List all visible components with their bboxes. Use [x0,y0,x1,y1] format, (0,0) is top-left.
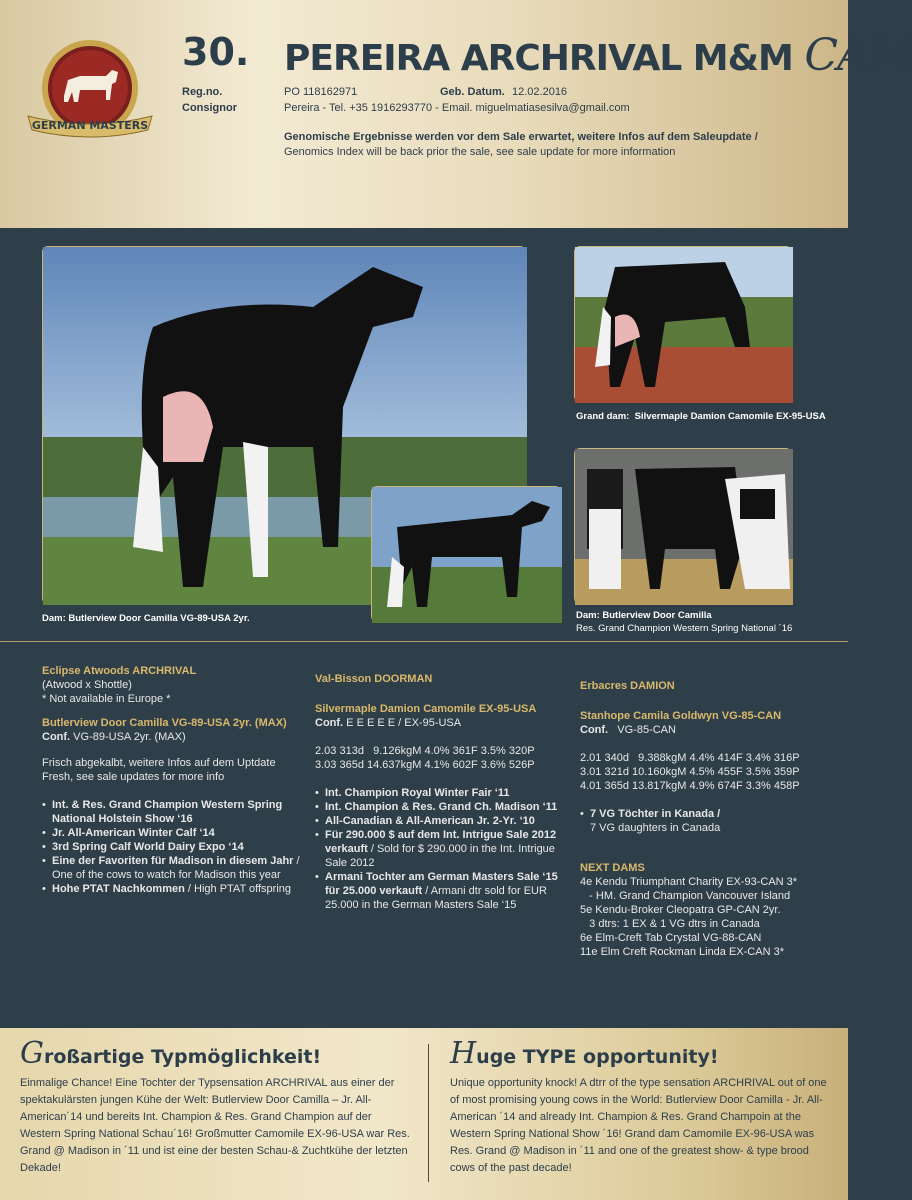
grand-sire-column: Val-Bisson DOORMAN Silvermaple Damion Camomile EX-95-USA Conf. E E E E E / EX-95-USA 2.03 313d 9.126kgM 4.0% 361F 3.5% 320P 3.03 365d 14.637kgM 4.1% 602F 3.6% 526P • Int. Champion Royal Winter Fair ‘11 • Int. Champion & Res. Grand Ch. Madison ‘11 • All-Canadian & All-American Jr. 2-Yr. ‘10 • Für 290.000 $ auf dem Int. Intrigue Sale 2012 verkauft / Sold for $ 290.000 in the Int. Intrigue Sale 2012 • Armani Tochter am German Masters Sale ‘15 für 25.000 verkauft / Armani dtr sold for EUR 25.000 in the German Masters Sale ‘15 [315,672,575,912]
list-item: • Int. Champion & Res. Grand Ch. Madison ‘11 [315,800,575,814]
birth-label: Geb. Datum. [440,86,505,98]
consignor-contact: Pereira - Tel. +35 1916293770 - Email. miguelmatiasesilva@gmail.com [284,102,630,114]
animal-name [284,30,912,81]
footer-text-en: Unique opportunity knock! A dtrr of the type sensation ARCHRIVAL out of one of most promising young cows in the World: Butlerview Door Camilla - Jr. All-American ´14 and already Int. Champion & Res. Grand Champoin at the Western Spring National Show ´16! Grand dam Camomile EX-96-USA was Res. Grand @ Madison in ´11 and one of the greatest show- & type brood cows of the past decade! [450,1077,827,1174]
next-dams-title: NEXT DAMS [580,862,645,874]
sire-dam-column: Eclipse Atwoods ARCHRIVAL (Atwood x Shottle) * Not available in Europe * Butlerview Door Camilla VG-89-USA 2yr. (MAX) Conf. VG-89-USA 2yr. (MAX) Frisch abgekalbt, weitere Infos auf dem Uptdate Fresh, see sale updates for more info • Int. & Res. Grand Champion Western Spring National Holstein Show ‘16 • Jr. All-American Winter Calf ‘14 • 3rd Spring Calf World Dairy Expo ‘14 • Eine der Favoriten für Madison in diesem Jahr / One of the cows to watch for Madison this year • Hohe PTAT Nachkommen / High PTAT offspring [42,664,304,896]
list-item: • Jr. All-American Winter Calf ‘14 [42,826,304,840]
sire-name: Eclipse Atwoods ARCHRIVAL [42,665,197,677]
list-item: • Armani Tochter am German Masters Sale ‘15 für 25.000 verkauft / Armani dtr sold for EUR 25.000 in the German Masters Sale ‘15 [315,870,575,912]
great-grand-dam-achievements [580,807,842,835]
genomics-note: Genomische Ergebnisse werden vor dem Sale erwartet, weitere Infos auf dem Saleupdate / Genomics Index will be back prior the sale, see sale update for more information [284,131,758,158]
sire-pedigree: (Atwood x Shottle) [42,679,132,691]
grand-dam-name: Silvermaple Damion Camomile EX-95-USA [315,703,537,715]
next-dam-2-note: 3 dtrs: 1 EX & 1 VG dtrs in Canada [580,918,760,930]
list-item: • Für 290.000 $ auf dem Int. Intrigue Sale 2012 verkauft / Sold for $ 290.000 in the Int. Intrigue Sale 2012 [315,828,575,870]
lot-number: 30. [182,30,250,74]
reg-label: Reg.no. [182,86,223,98]
next-dam-2: 5e Kendu-Broker Cleopatra GP-CAN 2yr. [580,904,781,916]
footer-title-de: Großartige Typmöglichkeit! [20,1036,322,1071]
reg-number: PO 118162971 [284,86,358,98]
grand-dam-photo [574,246,792,402]
next-dam-3: 6e Elm-Creft Tab Crystal VG-88-CAN [580,932,762,944]
animal-name-script: CAM [804,30,912,81]
great-grand-column: Erbacres DAMION Stanhope Camila Goldwyn VG-85-CAN Conf. VG-85-CAN 2.01 340d 9.388kgM 4.4% 414F 3.4% 316P 3.01 321d 10.160kgM 4.5% 455F 3.5% 359P 4.01 365d 13.817kgM 4.9% 674F 3.3% 458P • 7 VG Töchter in Kanada / 7 VG daughters in Canada NEXT DAMS 4e Kendu Triumphant Charity EX-93-CAN 3* - HM. Grand Champion Vancouver Island 5e Kendu-Broker Cleopatra GP-CAN 2yr. 3 dtrs: 1 EX & 1 VG dtrs in Canada 6e Elm-Creft Tab Crystal VG-88-CAN 11e Elm Creft Rockman Linda EX-CAN 3* [580,679,842,959]
footer-text-de: Einmalige Chance! Eine Tochter der Typsensation ARCHRIVAL aus einer der spektakulärsten jungen Kühe der Welt: Butlerview Door Camilla – Jr. All-American´14 und bereits Int. Champion & Res. Grand Champion auf der Western Spring National Schau´16! Großmutter Camomile EX-96-USA war Res. Grand @ Madison in ´11 und ist eine der besten Schau-& Zuchtkühe der letzten Dekade! [20,1077,410,1174]
great-grand-dam-conf: VG-85-CAN [617,724,676,736]
list-item: • Int. Champion Royal Winter Fair ‘11 [315,786,575,800]
fresh-note-de: Frisch abgekalbt, weitere Infos auf dem Uptdate [42,757,276,769]
svg-text:GERMAN MASTERS: GERMAN MASTERS [31,119,149,132]
next-dam-1-note: - HM. Grand Champion Vancouver Island [580,890,791,902]
dam-show-photo [574,448,792,604]
next-dam-4: 11e Elm Creft Rockman Linda EX-CAN 3* [580,946,784,958]
list-item: • Eine der Favoriten für Madison in diesem Jahr / One of the cows to watch for Madison this year [42,854,304,882]
sire-note: * Not available in Europe * [42,693,171,705]
animal-name-main: PEREIRA ARCHRIVAL M&M [284,38,793,79]
german-masters-logo [20,36,160,146]
consignor-label: Consignor [182,102,237,114]
list-item: • Int. & Res. Grand Champion Western Spring National Holstein Show ‘16 [42,798,304,826]
grand-dam-conf: E E E E E / EX-95-USA [346,717,462,729]
dam-name: Butlerview Door Camilla VG-89-USA 2yr. (MAX) [42,717,287,729]
grand-dam-lactation-1: 2.03 313d 9.126kgM 4.0% 361F 3.5% 320P [315,745,535,757]
dam-achievements [42,798,304,896]
list-item: • 7 VG Töchter in Kanada / 7 VG daughters in Canada [580,807,842,835]
great-grand-sire-name: Erbacres DAMION [580,680,675,692]
dam-main-caption: Dam: Butlerview Door Camilla VG-89-USA 2yr. [42,613,250,624]
list-item: • Hohe PTAT Nachkommen / High PTAT offspring [42,882,304,896]
grand-dam-caption: Grand dam: Silvermaple Damion Camomile EX-95-USA [576,411,826,422]
dam-show-caption: Dam: Butlerview Door Camilla Res. Grand Champion Western Spring National ´16 [576,610,793,634]
dam-conf: VG-89-USA 2yr. (MAX) [73,731,186,743]
grand-dam-lactation-2: 3.03 365d 14.637kgM 4.1% 602F 3.6% 526P [315,759,535,771]
great-grand-dam-lactation-1: 2.01 340d 9.388kgM 4.4% 414F 3.4% 316P [580,752,800,764]
birth-date: 12.02.2016 [512,86,568,98]
grand-sire-name: Val-Bisson DOORMAN [315,673,433,685]
fresh-note-en: Fresh, see sale updates for more info [42,771,225,783]
list-item: • All-Canadian & All-American Jr. 2-Yr. ‘10 [315,814,575,828]
section-divider [0,641,848,642]
footer-title-en: Huge TYPE opportunity! [450,1036,719,1071]
lot-header [0,0,912,228]
dam-inset-photo [371,486,561,622]
great-grand-dam-lactation-3: 4.01 365d 13.817kgM 4.9% 674F 3.3% 458P [580,780,800,792]
list-item: • 3rd Spring Calf World Dairy Expo ‘14 [42,840,304,854]
next-dam-1: 4e Kendu Triumphant Charity EX-93-CAN 3* [580,876,798,888]
grand-dam-achievements [315,786,575,912]
great-grand-dam-name: Stanhope Camila Goldwyn VG-85-CAN [580,710,782,722]
great-grand-dam-lactation-2: 3.01 321d 10.160kgM 4.5% 455F 3.5% 359P [580,766,800,778]
footer-divider [428,1044,429,1182]
